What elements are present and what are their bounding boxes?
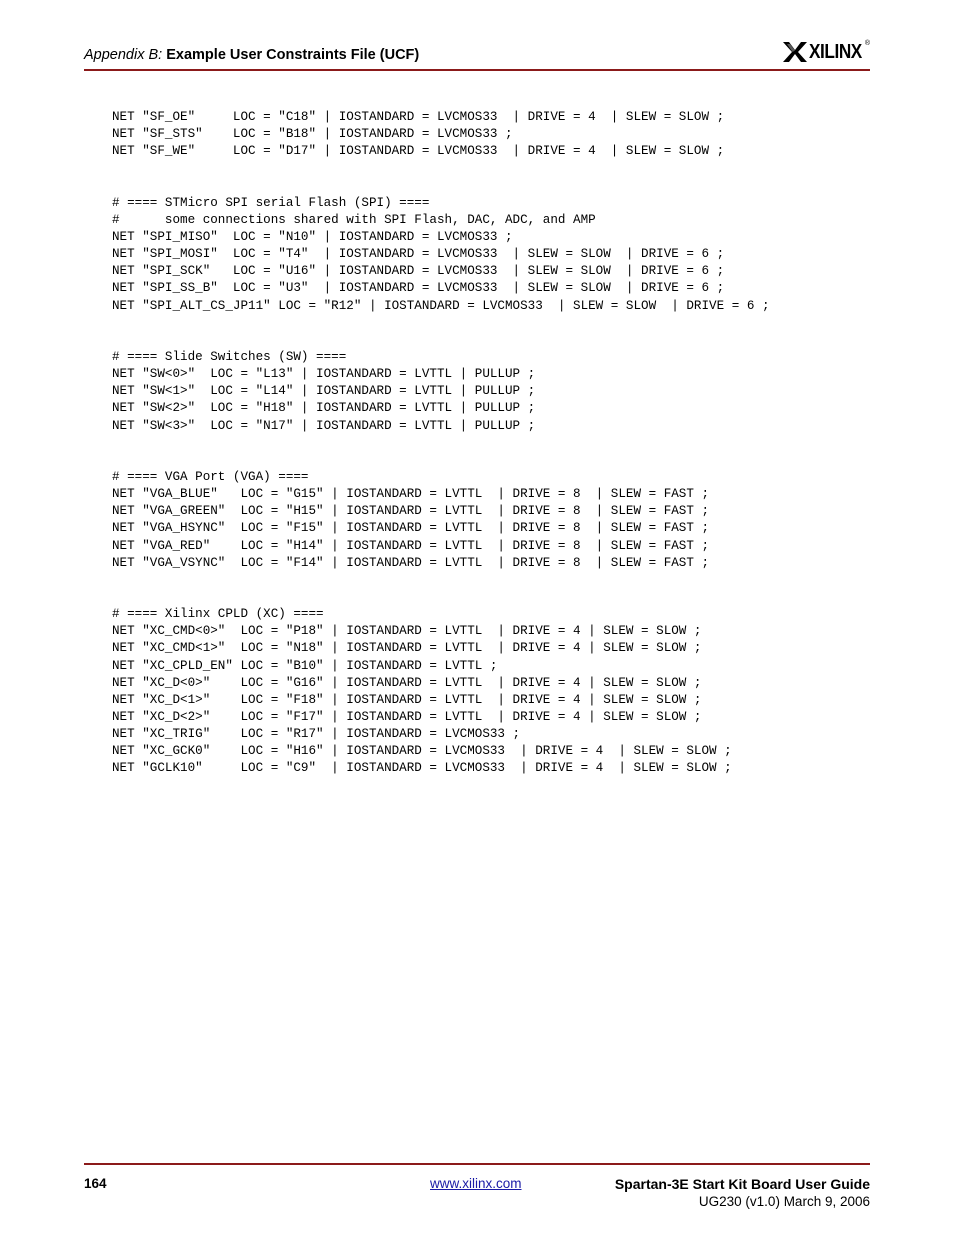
code-line: NET "VGA_BLUE" LOC = "G15" | IOSTANDARD = LVTTL | DRIVE = 8 | SLEW = FAST ; [112, 487, 710, 502]
code-line: NET "SPI_MISO" LOC = "N10" | IOSTANDARD = LVCMOS33 ; [112, 229, 513, 244]
code-line: NET "VGA_HSYNC" LOC = "F15" | IOSTANDARD = LVTTL | DRIVE = 8 | SLEW = FAST ; [112, 521, 710, 536]
code-comment-line: # ==== VGA Port (VGA) ==== [112, 469, 309, 484]
code-comment-line: # some connections shared with SPI Flash, DAC, ADC, and AMP [112, 212, 596, 227]
header-title [84, 46, 419, 64]
xilinx-website-link[interactable]: www.xilinx.com [430, 1176, 522, 1191]
code-line: NET "SPI_SS_B" LOC = "U3" | IOSTANDARD = LVCMOS33 | SLEW = SLOW | DRIVE = 6 ; [112, 281, 725, 296]
appendix-label: Appendix B: [84, 47, 163, 63]
logo-wordmark: XILINX [808, 40, 862, 63]
xilinx-x-icon [783, 40, 807, 64]
code-line: NET "XC_TRIG" LOC = "R17" | IOSTANDARD = LVCMOS33 ; [112, 727, 521, 742]
page-header [84, 40, 870, 68]
footer-rule [84, 1163, 870, 1165]
logo-registered-mark: ® [864, 40, 870, 47]
code-line: NET "XC_CPLD_EN" LOC = "B10" | IOSTANDARD = LVTTL ; [112, 658, 498, 673]
code-line: NET "SF_STS" LOC = "B18" | IOSTANDARD = LVCMOS33 ; [112, 127, 513, 142]
code-line: NET "XC_CMD<1>" LOC = "N18" | IOSTANDARD = LVTTL | DRIVE = 4 | SLEW = SLOW ; [112, 641, 702, 656]
code-blank-line [112, 178, 770, 195]
code-line: NET "VGA_RED" LOC = "H14" | IOSTANDARD = LVTTL | DRIVE = 8 | SLEW = FAST ; [112, 538, 710, 553]
code-blank-line [112, 589, 770, 606]
code-line: NET "SPI_SCK" LOC = "U16" | IOSTANDARD = LVCMOS33 | SLEW = SLOW | DRIVE = 6 ; [112, 264, 725, 279]
code-line: NET "SPI_MOSI" LOC = "T4" | IOSTANDARD = LVCMOS33 | SLEW = SLOW | DRIVE = 6 ; [112, 247, 725, 262]
code-line: NET "SF_OE" LOC = "C18" | IOSTANDARD = LVCMOS33 | DRIVE = 4 | SLEW = SLOW ; [112, 110, 725, 124]
appendix-title: Example User Constraints File (UCF) [166, 47, 420, 63]
code-line: NET "SW<2>" LOC = "H18" | IOSTANDARD = LVTTL | PULLUP ; [112, 401, 536, 416]
code-line: NET "SW<0>" LOC = "L13" | IOSTANDARD = LVTTL | PULLUP ; [112, 367, 536, 382]
code-line: NET "GCLK10" LOC = "C9" | IOSTANDARD = LVCMOS33 | DRIVE = 4 | SLEW = SLOW ; [112, 761, 732, 776]
code-line: NET "XC_D<1>" LOC = "F18" | IOSTANDARD = LVTTL | DRIVE = 4 | SLEW = SLOW ; [112, 692, 702, 707]
code-line: NET "XC_GCK0" LOC = "H16" | IOSTANDARD = LVCMOS33 | DRIVE = 4 | SLEW = SLOW ; [112, 744, 732, 759]
code-line: NET "SF_WE" LOC = "D17" | IOSTANDARD = LVCMOS33 | DRIVE = 4 | SLEW = SLOW ; [112, 144, 725, 159]
code-line: NET "XC_D<0>" LOC = "G16" | IOSTANDARD = LVTTL | DRIVE = 4 | SLEW = SLOW ; [112, 675, 702, 690]
ucf-code-listing [112, 109, 770, 777]
header-rule [84, 69, 870, 71]
code-line: NET "SW<1>" LOC = "L14" | IOSTANDARD = LVTTL | PULLUP ; [112, 384, 536, 399]
code-blank-line [112, 315, 770, 332]
code-line: NET "SW<3>" LOC = "N17" | IOSTANDARD = LVTTL | PULLUP ; [112, 418, 536, 433]
document-id-date: UG230 (v1.0) March 9, 2006 [698, 1194, 870, 1209]
code-blank-line [112, 160, 770, 177]
footer-doc-info [615, 1175, 870, 1211]
code-comment-line: # ==== Xilinx CPLD (XC) ==== [112, 607, 324, 622]
code-blank-line [112, 452, 770, 469]
xilinx-logo [783, 39, 870, 65]
guide-title: Spartan-3E Start Kit Board User Guide [614, 1176, 870, 1192]
code-line: NET "XC_CMD<0>" LOC = "P18" | IOSTANDARD = LVTTL | DRIVE = 4 | SLEW = SLOW ; [112, 624, 702, 639]
code-line: NET "XC_D<2>" LOC = "F17" | IOSTANDARD = LVTTL | DRIVE = 4 | SLEW = SLOW ; [112, 709, 702, 724]
code-blank-line [112, 572, 770, 589]
code-line: NET "SPI_ALT_CS_JP11" LOC = "R12" | IOSTANDARD = LVCMOS33 | SLEW = SLOW | DRIVE = 6 ; [112, 298, 770, 313]
page-number: 164 [84, 1176, 107, 1191]
code-line: NET "VGA_VSYNC" LOC = "F14" | IOSTANDARD = LVTTL | DRIVE = 8 | SLEW = FAST ; [112, 555, 710, 570]
code-comment-line: # ==== Slide Switches (SW) ==== [112, 349, 347, 364]
code-blank-line [112, 332, 770, 349]
code-line: NET "VGA_GREEN" LOC = "H15" | IOSTANDARD = LVTTL | DRIVE = 8 | SLEW = FAST ; [112, 504, 710, 519]
code-comment-line: # ==== STMicro SPI serial Flash (SPI) ==== [112, 195, 430, 210]
code-blank-line [112, 435, 770, 452]
